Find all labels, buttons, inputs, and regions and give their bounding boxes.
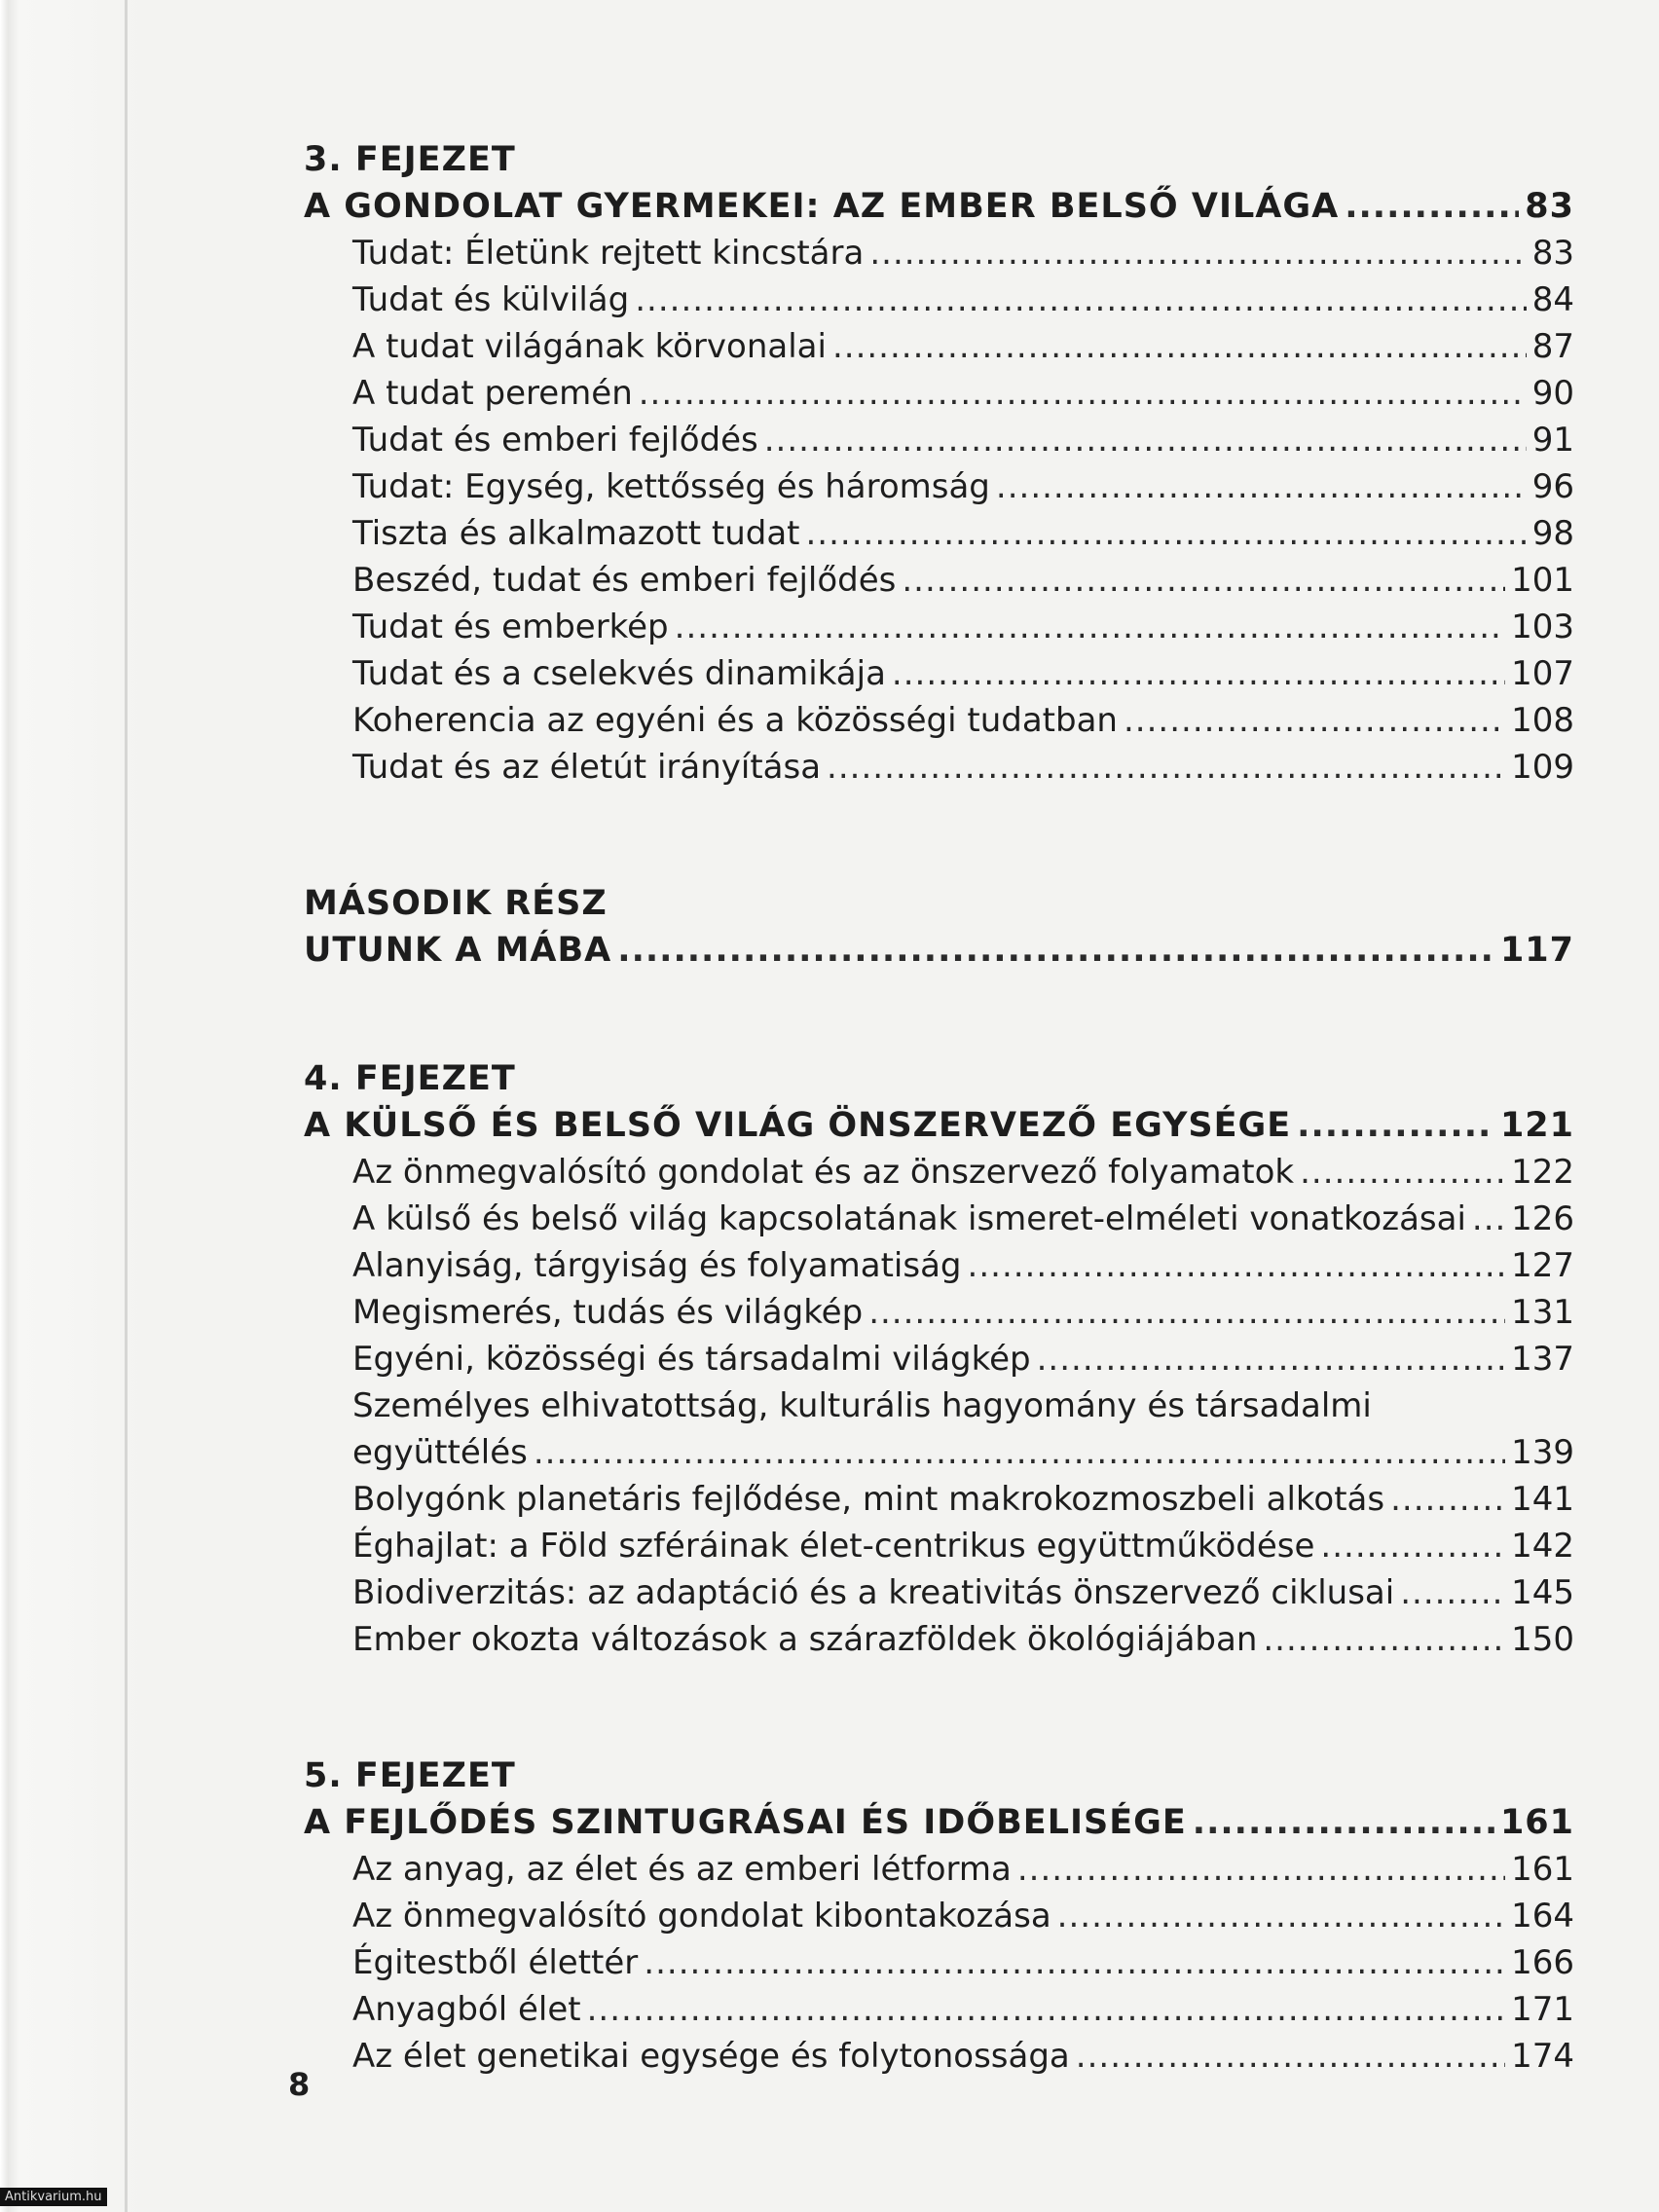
entry-title: Megismerés, tudás és világkép bbox=[352, 1293, 864, 1332]
page-edge bbox=[0, 0, 146, 2212]
leader-dots bbox=[1320, 1523, 1505, 1569]
page-ref: 91 bbox=[1531, 421, 1574, 460]
page-ref: 139 bbox=[1511, 1433, 1574, 1472]
entry-title: Tudat és emberi fejlődés bbox=[352, 421, 758, 460]
page-number: 8 bbox=[288, 2066, 311, 2103]
toc-entry bbox=[304, 1476, 1574, 1523]
toc-section bbox=[304, 136, 1574, 791]
page-ref: 98 bbox=[1531, 514, 1574, 553]
entry-title: Égitestből élettér bbox=[352, 1943, 639, 1982]
entry-title: Tiszta és alkalmazott tudat bbox=[352, 514, 800, 553]
toc-entry bbox=[304, 1616, 1574, 1663]
leader-dots bbox=[902, 557, 1505, 604]
entry-title: Tudat: Egység, kettősség és háromság bbox=[352, 467, 990, 506]
toc-entry bbox=[304, 1336, 1574, 1382]
leader-dots bbox=[1017, 1846, 1505, 1893]
leader-dots bbox=[868, 1289, 1505, 1336]
page-ref: 126 bbox=[1511, 1199, 1574, 1238]
page-ref: 141 bbox=[1511, 1480, 1574, 1519]
leader-dots bbox=[968, 1242, 1506, 1289]
leader-dots bbox=[1472, 1196, 1505, 1242]
toc-entry bbox=[304, 1149, 1574, 1196]
toc-entry bbox=[304, 2033, 1574, 2080]
leader-dots bbox=[1124, 697, 1505, 744]
entry-title: Tudat és a cselekvés dinamikája bbox=[352, 654, 886, 693]
leader-dots bbox=[1037, 1336, 1505, 1382]
toc-entry bbox=[304, 370, 1574, 417]
entry-title: Egyéni, közösségi és társadalmi világkép bbox=[352, 1340, 1031, 1379]
entry-title: A tudat peremén bbox=[352, 374, 633, 413]
leader-dots bbox=[617, 927, 1494, 974]
toc-entry bbox=[304, 604, 1574, 650]
page-ref: 109 bbox=[1511, 748, 1574, 787]
entry-title-continuation: együttélés bbox=[352, 1433, 528, 1472]
leader-dots bbox=[675, 604, 1505, 650]
toc-entry bbox=[304, 510, 1574, 557]
page-ref: 164 bbox=[1511, 1897, 1574, 1936]
toc-entry bbox=[304, 463, 1574, 510]
chapter-heading: 4. FEJEZET bbox=[304, 1059, 516, 1098]
leader-dots bbox=[1263, 1616, 1505, 1663]
leader-dots bbox=[1297, 1102, 1494, 1149]
page-ref: 122 bbox=[1511, 1153, 1574, 1192]
entry-title: Bolygónk planetáris fejlődése, mint makrokozmoszbeli alkotás bbox=[352, 1480, 1385, 1519]
leader-dots bbox=[1076, 2033, 1505, 2080]
watermark: Antikvarium.hu bbox=[0, 2188, 107, 2206]
page-ref: 174 bbox=[1511, 2037, 1574, 2076]
entry-title: A tudat világának körvonalai bbox=[352, 327, 827, 366]
entry-title: Ember okozta változások a szárazföldek ökológiájában bbox=[352, 1620, 1258, 1659]
spacer bbox=[304, 974, 1574, 1055]
toc-section bbox=[304, 1055, 1574, 1663]
entry-title: Biodiverzitás: az adaptáció és a kreativitás önszervező ciklusai bbox=[352, 1573, 1395, 1612]
part-title: UTUNK A MÁBA bbox=[304, 931, 612, 970]
leader-dots bbox=[827, 744, 1505, 791]
toc-entry bbox=[304, 1569, 1574, 1616]
page-ref: 166 bbox=[1511, 1943, 1574, 1982]
leader-dots bbox=[639, 370, 1527, 417]
toc-entry bbox=[304, 1242, 1574, 1289]
page-ref: 161 bbox=[1511, 1850, 1574, 1889]
toc-entry-first-line bbox=[304, 1382, 1574, 1429]
toc-section bbox=[304, 1752, 1574, 2080]
toc-entry bbox=[304, 1523, 1574, 1569]
entry-title: Tudat és az életút irányítása bbox=[352, 748, 822, 787]
spacer bbox=[304, 791, 1574, 880]
page-ref: 137 bbox=[1511, 1340, 1574, 1379]
toc-entry bbox=[304, 1986, 1574, 2033]
toc-section bbox=[304, 880, 1574, 974]
entry-title: Az élet genetikai egysége és folytonossága bbox=[352, 2037, 1070, 2076]
page-ref: 150 bbox=[1511, 1620, 1574, 1659]
leader-dots bbox=[832, 323, 1527, 370]
toc-entry bbox=[304, 1939, 1574, 1986]
page-ref: 142 bbox=[1511, 1527, 1574, 1566]
page-ref: 90 bbox=[1531, 374, 1574, 413]
entry-title: Az önmegvalósító gondolat kibontakozása bbox=[352, 1897, 1051, 1936]
toc-entry bbox=[304, 744, 1574, 791]
entry-title: Koherencia az egyéni és a közösségi tudatban bbox=[352, 701, 1118, 740]
page-ref: 103 bbox=[1511, 608, 1574, 646]
entry-title: Az önmegvalósító gondolat és az önszervező folyamatok bbox=[352, 1153, 1295, 1192]
toc-entry bbox=[304, 650, 1574, 697]
leader-dots bbox=[764, 417, 1527, 463]
entry-title: A külső és belső világ kapcsolatának ismeret-elméleti vonatkozásai bbox=[352, 1199, 1466, 1238]
entry-title: Tudat: Életünk rejtett kincstára bbox=[352, 234, 865, 273]
page-ref: 101 bbox=[1511, 561, 1574, 600]
page-ref: 121 bbox=[1499, 1106, 1574, 1145]
leader-dots bbox=[635, 276, 1527, 323]
toc-entry bbox=[304, 323, 1574, 370]
table-of-contents bbox=[304, 136, 1574, 2080]
part-title-row bbox=[304, 927, 1574, 974]
page-ref: 117 bbox=[1499, 931, 1574, 970]
toc-entry bbox=[304, 276, 1574, 323]
part-heading: MÁSODIK RÉSZ bbox=[304, 884, 608, 923]
entry-title: Tudat és emberkép bbox=[352, 608, 669, 646]
toc-entry bbox=[304, 230, 1574, 276]
toc-entry bbox=[304, 557, 1574, 604]
entry-title: Tudat és külvilág bbox=[352, 280, 630, 319]
entry-title: Alanyiság, tárgyiság és folyamatiság bbox=[352, 1246, 962, 1285]
leader-dots bbox=[1400, 1569, 1505, 1616]
leader-dots bbox=[1390, 1476, 1505, 1523]
toc-entry-continuation bbox=[304, 1429, 1574, 1476]
page-ref: 131 bbox=[1511, 1293, 1574, 1332]
entry-title: Személyes elhivatottság, kulturális hagyomány és társadalmi bbox=[352, 1386, 1372, 1425]
leader-dots bbox=[996, 463, 1527, 510]
toc-entry bbox=[304, 1893, 1574, 1939]
page-ref: 108 bbox=[1511, 701, 1574, 740]
page-ref: 83 bbox=[1531, 234, 1574, 273]
entry-title: Az anyag, az élet és az emberi létforma bbox=[352, 1850, 1012, 1889]
toc-entry bbox=[304, 1846, 1574, 1893]
chapter-title: A GONDOLAT GYERMEKEI: AZ EMBER BELSŐ VILÁGA bbox=[304, 187, 1340, 226]
leader-dots bbox=[1057, 1893, 1505, 1939]
toc-entry bbox=[304, 1196, 1574, 1242]
leader-dots bbox=[1300, 1149, 1505, 1196]
entry-title: Éghajlat: a Föld szféráinak élet-centrikus együttműködése bbox=[352, 1527, 1315, 1566]
chapter-title-row bbox=[304, 183, 1574, 230]
leader-dots bbox=[1193, 1799, 1494, 1846]
leader-dots bbox=[806, 510, 1527, 557]
page-ref: 96 bbox=[1531, 467, 1574, 506]
chapter-title: A FEJLŐDÉS SZINTUGRÁSAI ÉS IDŐBELISÉGE bbox=[304, 1803, 1187, 1842]
chapter-title-row bbox=[304, 1799, 1574, 1846]
page-ref: 87 bbox=[1531, 327, 1574, 366]
page-ref: 107 bbox=[1511, 654, 1574, 693]
leader-dots bbox=[869, 230, 1526, 276]
page-ref: 145 bbox=[1511, 1573, 1574, 1612]
leader-dots bbox=[1345, 183, 1519, 230]
spacer bbox=[304, 1663, 1574, 1752]
page-ref: 171 bbox=[1511, 1990, 1574, 2029]
page-ref: 161 bbox=[1499, 1803, 1574, 1842]
page-ref: 83 bbox=[1525, 187, 1574, 226]
page-ref: 127 bbox=[1511, 1246, 1574, 1285]
entry-title: Anyagból élet bbox=[352, 1990, 581, 2029]
chapter-heading: 5. FEJEZET bbox=[304, 1756, 516, 1795]
toc-entry bbox=[304, 1289, 1574, 1336]
toc-entry bbox=[304, 417, 1574, 463]
chapter-title-row bbox=[304, 1102, 1574, 1149]
leader-dots bbox=[534, 1429, 1505, 1476]
page-ref: 84 bbox=[1531, 280, 1574, 319]
entry-title: Beszéd, tudat és emberi fejlődés bbox=[352, 561, 897, 600]
leader-dots bbox=[644, 1939, 1505, 1986]
chapter-heading: 3. FEJEZET bbox=[304, 140, 516, 179]
leader-dots bbox=[587, 1986, 1505, 2033]
chapter-title: A KÜLSŐ ÉS BELSŐ VILÁG ÖNSZERVEZŐ EGYSÉGE bbox=[304, 1106, 1292, 1145]
toc-entry bbox=[304, 697, 1574, 744]
leader-dots bbox=[892, 650, 1505, 697]
